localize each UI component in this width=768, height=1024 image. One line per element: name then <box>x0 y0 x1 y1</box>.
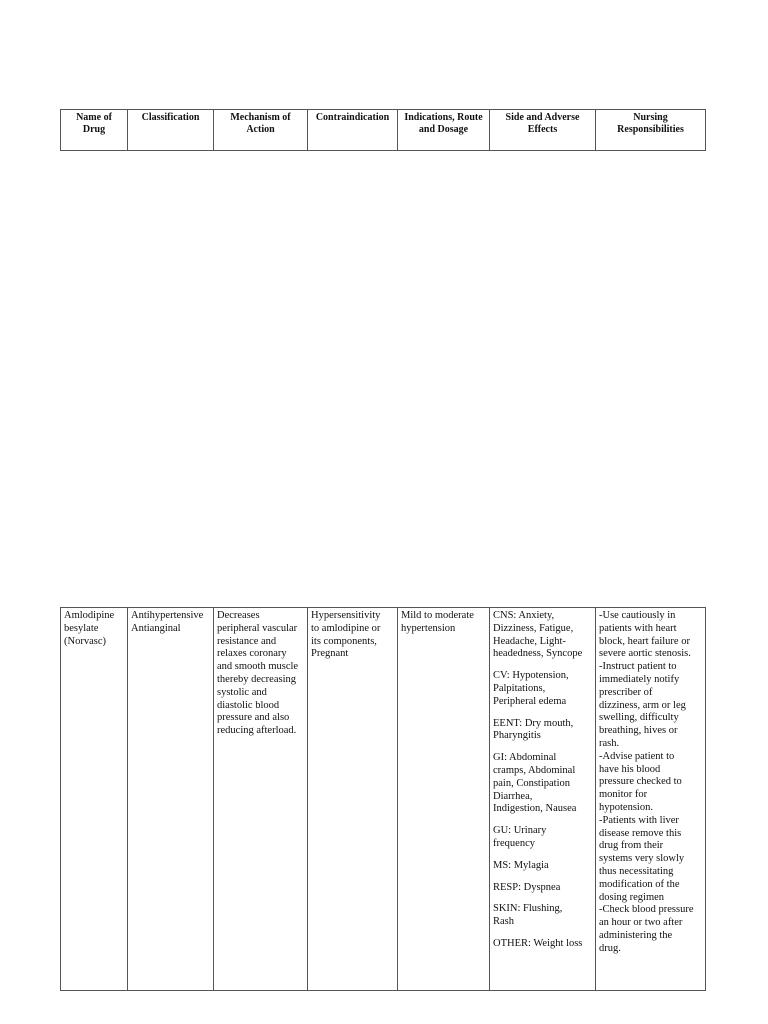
cell-side-effects <box>490 608 596 991</box>
header-side-effects: Side and Adverse Effects <box>490 110 596 151</box>
side-effect-gu: GU: Urinary frequency <box>493 825 547 849</box>
side-effect-skin: SKIN: Flushing, Rash <box>493 903 563 928</box>
side-effect-resp: RESP: Dyspnea <box>493 881 561 893</box>
drug-name-text: Amlodipine besylate (Norvasc) <box>64 610 115 647</box>
mechanism-text: Decreases peripheral vascular resistance and relaxes coronary and smooth muscle thereby decreasing systolic and diastolic blood pressure and also reducing afterload. <box>217 610 299 737</box>
side-effect-other: OTHER: Weight loss <box>493 937 583 949</box>
side-effect-ms: MS: Mylagia <box>493 859 549 871</box>
side-effect-eent: EENT: Dry mouth, Pharyngitis <box>493 717 574 742</box>
contraindication-text: Hypersensitivity to amlodipine or its components, Pregnant <box>311 610 381 660</box>
header-contraindication: Contraindication <box>308 110 398 151</box>
classification-text: Antihypertensive Antianginal <box>131 610 204 634</box>
drug-table-body <box>60 607 706 991</box>
header-mechanism: Mechanism of Action <box>214 110 308 151</box>
header-row <box>61 110 706 151</box>
table-row <box>61 608 706 991</box>
cell-nursing <box>596 608 706 991</box>
cell-indications <box>398 608 490 991</box>
header-name-of-drug: Name of Drug <box>61 110 128 151</box>
cell-classification <box>128 608 214 991</box>
side-effect-cv: CV: Hypotension, Palpitations, Peripheral edema <box>493 670 569 707</box>
header-nursing: Nursing Responsibilities <box>596 110 706 151</box>
drug-table-header <box>60 109 706 151</box>
side-effect-gi: GI: Abdominal cramps, Abdominal pain, Constipation Diarrhea, Indigestion, Nausea <box>493 752 577 815</box>
nursing-text: -Use cautiously in patients with heart block, heart failure or severe aortic stenosis. -Instruct patient to immediately notify prescriber of dizziness, arm or leg swelling, difficulty breathing, hives or rash. -Advise patient to have his blood pressure checked to monitor for hypotension. -Patients with liver disease remove this drug from their systems very slowly thus necessitating modification of the dosing regimen -Check blood pressure an hour or two after administering the drug. <box>599 610 694 954</box>
header-classification: Classification <box>128 110 214 151</box>
header-indications: Indications, Route and Dosage <box>398 110 490 151</box>
side-effect-cns: CNS: Anxiety, Dizziness, Fatigue, Headache, Light- headedness, Syncope <box>493 610 583 660</box>
cell-contraindication <box>308 608 398 991</box>
cell-drug-name <box>61 608 128 991</box>
cell-mechanism <box>214 608 308 991</box>
indications-text: Mild to moderate hypertension <box>401 610 474 634</box>
